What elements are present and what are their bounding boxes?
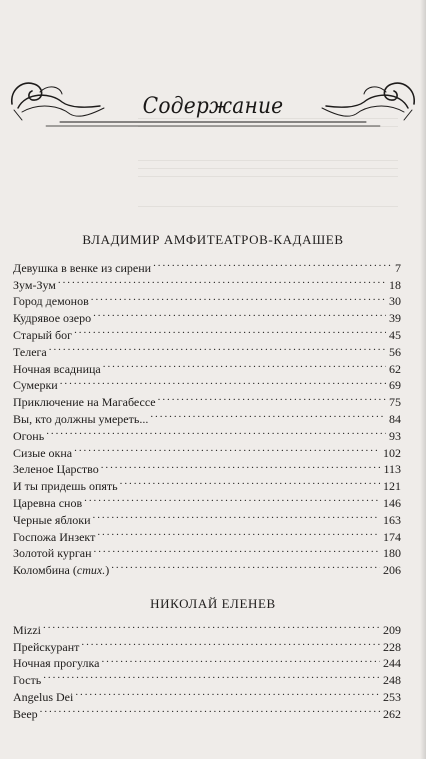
toc-page-number: 93	[389, 428, 401, 443]
toc-page-number: 262	[383, 706, 401, 721]
toc-entry-title	[13, 706, 40, 723]
toc-entry-title-text: Царевна снов	[13, 495, 83, 510]
toc-entry-title-text: Angelus Dei	[13, 689, 74, 704]
dot-leader	[49, 339, 386, 356]
toc-entry-title-text: Сумерки	[13, 378, 58, 393]
dot-leader	[158, 389, 386, 406]
toc-entry-title	[13, 445, 74, 462]
toc-entry-title	[13, 562, 111, 579]
toc-entry-title-text: Старый бог	[13, 327, 73, 342]
bleed-through-line	[138, 176, 398, 177]
toc-entry-title	[13, 672, 43, 689]
toc-entry-title-text: Город демонов	[13, 294, 89, 309]
toc-entry-title	[13, 461, 101, 478]
toc-entry-title-text: Ночная прогулка	[13, 656, 100, 671]
toc-entry	[13, 356, 401, 376]
dot-leader	[74, 322, 386, 339]
bleed-through-line	[138, 168, 398, 169]
toc-page-number: 228	[383, 639, 401, 654]
toc-entry	[13, 389, 401, 410]
dot-leader	[74, 440, 380, 457]
toc-entry	[13, 255, 401, 275]
dot-leader	[101, 651, 380, 668]
toc-entry-title-text: Приключение на Магабессе	[13, 395, 156, 410]
dot-leader	[43, 617, 380, 634]
toc-page-number: 30	[389, 294, 401, 309]
toc-entry-title	[13, 639, 81, 656]
toc-entry	[13, 440, 401, 460]
toc-entry-title	[13, 512, 93, 529]
toc-entry-title	[13, 495, 84, 512]
dot-leader	[120, 473, 380, 490]
toc-page-number: 18	[389, 277, 401, 292]
toc-entry-title-text: Вы, кто должны умереть...	[13, 411, 149, 426]
dot-leader	[111, 557, 380, 574]
toc-entry	[13, 701, 401, 721]
toc-entry-title-text: Ночная всадница	[13, 361, 101, 376]
toc-entry-title-text: И ты придешь опять	[13, 479, 118, 494]
toc-page-number: 121	[383, 479, 401, 494]
dot-leader	[46, 423, 386, 440]
toc-entry	[13, 373, 401, 393]
toc-entry	[13, 667, 401, 688]
toc-entry-title-text: Mizzi	[13, 622, 41, 637]
toc-page-number: 253	[383, 689, 401, 704]
toc-entry-title	[13, 293, 91, 310]
bleed-through-line	[138, 160, 398, 161]
dot-leader	[40, 701, 380, 718]
toc-page-number: 174	[383, 529, 401, 544]
dot-leader	[101, 457, 381, 474]
toc-page-number: 7	[395, 260, 401, 275]
toc-page-number: 209	[383, 622, 401, 637]
toc-entry	[13, 684, 401, 704]
toc-list	[13, 255, 401, 578]
dot-leader	[97, 524, 380, 541]
dot-leader	[60, 373, 386, 390]
toc-page-number: 56	[389, 344, 401, 359]
toc-entry-title-text: Коломбина (	[13, 563, 77, 578]
toc-entry	[13, 423, 401, 443]
toc-entry-note: стих.	[76, 563, 106, 578]
toc-page-number: 75	[389, 395, 401, 410]
toc-entry	[13, 339, 401, 359]
dot-leader	[94, 541, 380, 558]
toc-entry	[13, 634, 401, 654]
toc-page-number: 45	[389, 327, 401, 342]
page-title: Содержание	[142, 94, 284, 119]
toc-entry-title-text: Госпожа Инзект	[13, 529, 96, 544]
toc-page-number: 248	[383, 673, 401, 688]
dot-leader	[84, 490, 380, 507]
toc-page-number: 102	[383, 445, 401, 460]
toc-entry	[13, 289, 401, 309]
dot-leader	[91, 289, 386, 306]
dot-leader	[81, 634, 380, 651]
toc-entry-title-text: Телега	[13, 344, 47, 359]
toc-entry-title-text: Девушка в венке из сирени	[13, 260, 152, 275]
toc-page-number: 180	[383, 546, 401, 561]
dot-leader	[93, 507, 380, 524]
toc-page-number: 163	[383, 512, 401, 527]
toc-entry-title	[13, 377, 60, 394]
toc-entry-title	[13, 428, 46, 445]
toc-entry-title-text: Гость	[13, 673, 42, 688]
toc-entry-title-text: Огонь	[13, 428, 45, 443]
toc-entry-title	[13, 394, 158, 411]
toc-entry-title-text: Золотой курган	[13, 546, 92, 561]
toc-page-number: 146	[383, 495, 401, 510]
toc-entry	[13, 617, 401, 637]
toc-entry-title-text: Зум-Зум	[13, 277, 56, 292]
toc-entry-title-text: Кудрявое озеро	[13, 311, 92, 326]
toc-entry-title	[13, 277, 58, 294]
toc-page-number: 113	[383, 462, 401, 477]
dot-leader	[58, 272, 386, 289]
dot-leader	[103, 356, 386, 373]
bleed-through-line	[138, 206, 398, 207]
toc-page-number: 206	[383, 563, 401, 578]
dot-leader	[150, 406, 386, 423]
dot-leader	[153, 255, 392, 272]
toc-entry-title	[13, 344, 49, 361]
toc-entry-title-text: Сизые окна	[13, 445, 73, 460]
toc-page-number: 62	[389, 361, 401, 376]
toc-page-number: 69	[389, 378, 401, 393]
toc-entry-title	[13, 529, 97, 546]
toc-page-number: 39	[389, 311, 401, 326]
section-author-heading: ВЛАДИМИР АМФИТЕАТРОВ-КАДАШЕВ	[82, 232, 344, 247]
contents-header	[0, 62, 426, 142]
toc-page-number: 84	[389, 411, 401, 426]
dot-leader	[43, 667, 380, 684]
toc-entry-title-text: Прейскурант	[13, 639, 80, 654]
toc-list	[13, 617, 401, 721]
toc-entry-title-text: Зеленое Царство	[13, 462, 99, 477]
toc-entry-title-text: Веер	[13, 706, 38, 721]
toc-entry	[13, 272, 401, 292]
dot-leader	[93, 305, 386, 322]
dot-leader	[75, 684, 380, 701]
toc-entry-title	[13, 545, 94, 562]
toc-page-number: 244	[383, 656, 401, 671]
toc-entry-title-text: Черные яблоки	[13, 512, 91, 527]
section-author-heading: НИКОЛАЙ ЕЛЕНЕВ	[150, 596, 276, 611]
toc-entry-title-suffix: )	[105, 563, 110, 578]
toc-entry-title	[13, 622, 43, 639]
